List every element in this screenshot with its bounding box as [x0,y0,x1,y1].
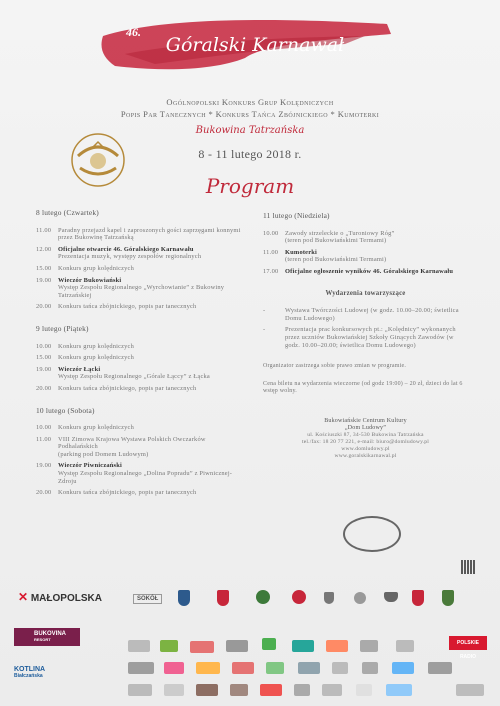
event-title: Wieczór Piwniczański [58,462,122,470]
sponsor-logo [164,684,184,696]
schedule-item [36,366,241,381]
sponsor-logo [332,662,348,674]
crest-icon [412,590,424,606]
event-title: Oficjalne otwarcie 46. Góralskiego Karnawału [58,245,194,253]
event-time: 10.00 [263,229,279,237]
event-desc: VIII Zimowa Krajowa Wystawa Polskich Owczarków Podhalańskich [58,435,206,451]
accompanying-item: - Wystawa Twórczości Ludowej (w godz. 10.00–20.00; świetlica Domu Ludowego) [263,307,468,322]
event-title: Wieczór Łącki [58,365,101,373]
sokol-logo: SOKÓŁ [133,594,162,604]
dom-ludowy-seal-logo [343,516,401,552]
sponsor-logo [128,640,150,652]
sponsor-logo [196,662,220,674]
crest-icon [324,592,334,604]
sponsor-logo [292,640,314,652]
event-desc: Występ Zespołu Regionalnego „Wyrchowianie” z Bukowiny Tatrzańskiej [58,284,225,299]
emblem-icon [354,592,366,604]
schedule-item [36,489,241,497]
event-time: 19.00 [36,365,52,373]
sponsor-logo [456,684,484,696]
crest-icon [217,590,229,606]
program-heading: Program [205,174,295,198]
event-desc: Prezentacja muzyk, występy zespołów regionalnych [58,253,202,261]
accompanying-text: Wystawa Twórczości Ludowej (w godz. 10.00–20.00; świetlica Domu Ludowego) [285,307,459,322]
bukovina-resort-logo [14,628,80,646]
schedule-item [36,343,241,351]
schedule-item [263,249,468,264]
event-desc: Konkurs grup kolędniczych [58,424,134,432]
sponsor-logo [396,640,414,652]
sponsor-logo [294,684,310,696]
event-desc: Występ Zespołu Regionalnego „Dolina Popradu” z Piwnicznej-Zdroju [58,470,233,485]
sponsor-logo [322,684,342,696]
festival-title: Góralski Karnawał [165,34,345,56]
sponsor-logo [428,662,452,674]
organizers-line-1: Ogólnopolski Konkurs Grup Kolędniczych [166,97,334,107]
contact-org: Bukowiańskie Centrum Kultury [324,417,407,424]
day-heading: 11 lutego (Niedziela) [263,211,330,220]
change-notice: Organizator zastrzega sobie prawo zmian w programie. [263,363,407,370]
event-desc: (teren pod Bukowiańskimi Termami) [285,256,387,264]
day-heading: 8 lutego (Czwartek) [36,208,99,217]
sponsor-logo [362,662,378,674]
malopolska-text: MAŁOPOLSKA [30,593,102,604]
accompanying-item: - Prezentacja prac konkursowych pt.: „Kolędnicy” wykonanych przez uczniów Bukowiańskiej Szkoły Ginących Zawodów (w godz. 10.00–20.00; świetlica Domu Ludowego) [263,326,468,349]
sponsor-logo [128,684,152,696]
sponsor-logo [190,641,214,653]
event-desc: Paradny przejazd kapel i zaproszonych gości zaprzęgami konnymi przez Bukowinę Tatrzańską [58,226,241,242]
day-heading: 10 lutego (Sobota) [36,405,95,415]
bukovina-text: BUKOVINA [34,631,67,637]
schedule-item [36,424,241,432]
crest-icon [178,590,190,606]
sponsor-logo [360,640,378,652]
location: Bukowina Tatrzańska [195,125,305,136]
sponsor-logo [260,684,282,696]
day-heading: 9 lutego (Piątek) [36,323,89,333]
sponsor-logo [226,640,248,652]
event-desc: Konkurs grup kolędniczych [58,354,134,362]
event-time: 17.00 [263,267,279,275]
schedule-item [36,246,241,261]
organizers-line-2: Popis Par Tanecznych * Konkurs Tańca Zbójnickiego * Kumoterki [120,109,380,119]
contact-block [263,418,468,460]
contact-phone: tel./fax: 18 20 77 221, e-mail: biuro@domludowy.pl [301,438,430,445]
event-time: 20.00 [36,489,52,497]
event-desc: Konkurs tańca zbójnickiego, popis par tanecznych [58,384,197,392]
emblem-icon [256,590,270,604]
event-time: 11.00 [36,226,52,234]
sponsor-logo [266,662,284,674]
kotlina-logo [14,666,45,680]
sponsor-logo [356,684,372,696]
event-title: Wieczór Bukowiański [58,276,122,284]
mountain-icon [384,592,398,602]
organizers-lines [0,96,500,120]
accompanying-events-heading: Wydarzenia towarzyszące [325,289,406,297]
sponsor-logo [164,662,184,674]
event-time: 19.00 [36,276,52,284]
schedule-item [263,268,468,276]
contact-web-1[interactable]: www.domludowy.pl [341,445,390,452]
event-time: 10.00 [36,424,52,432]
sponsor-logo [232,662,254,674]
schedule-right-column [263,212,468,460]
accompanying-text: Prezentacja prac konkursowych pt.: „Kolędnicy” wykonanych przez uczniów Bukowiańskiej Szkoły Ginących Zawodów (w godz. 10.00–20.00; świetlica Domu Ludowego) [285,326,456,349]
emblem-icon [292,590,306,604]
event-title: Oficjalne ogłoszenie wyników 46. Góralskiego Karnawału [285,267,454,275]
schedule-item [36,303,241,311]
event-time: 15.00 [36,354,52,362]
sponsor-logo [160,640,178,652]
contact-org-name: „Dom Ludowy” [344,424,387,431]
schedule-item [36,385,241,393]
sponsor-logo [298,662,320,674]
event-time: 10.00 [36,342,52,350]
event-desc: Zawody strzeleckie o „Turoniowy Róg” [285,229,395,237]
event-desc: Konkurs tańca zbójnickiego, popis par tanecznych [58,303,197,311]
schedule-item [36,277,241,300]
event-desc: Konkurs tańca zbójnickiego, popis par tanecznych [58,489,197,497]
event-time: 11.00 [36,435,52,443]
event-time: 20.00 [36,303,52,311]
event-time: 19.00 [36,462,52,470]
edition-number: 46. [126,25,141,39]
schedule-item [36,354,241,362]
event-desc: Występ Zespołu Regionalnego „Górale Łąccy” z Łącka [58,373,210,381]
crest-icon [442,590,454,606]
malopolska-logo: ✕ MAŁOPOLSKA [18,590,102,604]
ticket-price: Cena biletu na wydarzenia wieczorne (od godz 19:00) – 20 zł, dzieci do lat 6 wstęp wolny. [263,380,463,395]
event-title: Kumoterki [285,248,317,256]
qr-code[interactable] [461,560,475,574]
schedule-item [263,230,468,245]
event-time: 11.00 [263,248,279,256]
event-time: 12.00 [36,245,52,253]
event-desc: (parking pod Domem Ludowym) [58,450,149,458]
event-time: 15.00 [36,264,52,272]
contact-web-2[interactable]: www.goralskikarnawal.pl [334,452,397,459]
sponsor-logo [230,684,248,696]
sponsor-logo [386,684,412,696]
kotlina-line2: Białczańska [14,673,43,679]
event-desc: Konkurs grup kolędniczych [58,342,134,350]
contact-address: ul. Kościuszki 87, 34-530 Bukowina Tatrzańska [307,431,424,438]
schedule-item [36,227,241,242]
schedule-item [36,436,241,459]
sponsor-logo [262,638,276,650]
event-time: 20.00 [36,384,52,392]
event-desc: Konkurs grup kolędniczych [58,264,134,272]
sponsor-logo [392,662,414,674]
schedule-item [36,265,241,273]
schedule-left-column [36,209,241,501]
polskie-radio-logo: POLSKIE RADIO [449,636,487,650]
kotlina-line1: KOTLINA [14,666,46,673]
schedule-item [36,462,241,485]
event-dates: 8 - 11 lutego 2018 r. [198,147,302,161]
sponsor-logo [128,662,154,674]
sponsor-logo [326,640,348,652]
sponsor-logo [196,684,218,696]
event-desc: (teren pod Bukowiańskimi Termami) [285,237,387,245]
bukovina-sub: RESORT [34,637,51,642]
